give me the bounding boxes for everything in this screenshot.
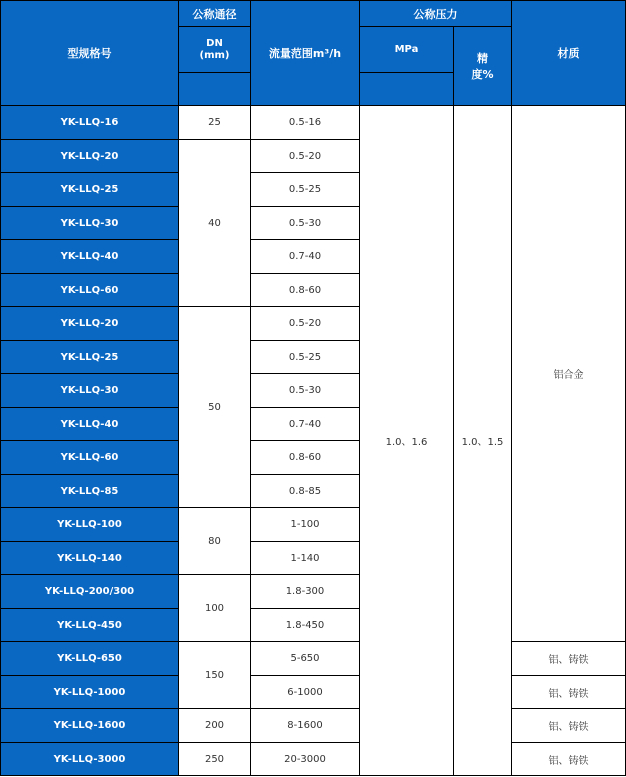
flow-cell: 0.8-85	[251, 475, 360, 508]
model-cell: YK-LLQ-85	[1, 475, 179, 508]
flow-cell: 0.5-25	[251, 173, 360, 207]
flow-cell: 8-1600	[251, 709, 360, 743]
model-cell: YK-LLQ-650	[1, 642, 179, 676]
model-cell: YK-LLQ-30	[1, 207, 179, 240]
model-cell: YK-LLQ-20	[1, 307, 179, 341]
header-mpa: MPa	[360, 27, 454, 73]
model-cell: YK-LLQ-450	[1, 609, 179, 642]
model-cell: YK-LLQ-30	[1, 374, 179, 408]
header-accuracy-line2: 度%	[471, 68, 494, 81]
dn-cell: 40	[179, 140, 251, 307]
model-cell: YK-LLQ-40	[1, 408, 179, 441]
flow-cell: 0.8-60	[251, 274, 360, 307]
model-cell: YK-LLQ-60	[1, 274, 179, 307]
header-mpa-blank	[360, 73, 454, 106]
flow-cell: 1-100	[251, 508, 360, 542]
header-flow-range: 流量范围m³/h	[251, 1, 360, 106]
header-material: 材质	[512, 1, 626, 106]
model-cell: YK-LLQ-1600	[1, 709, 179, 743]
model-cell: YK-LLQ-60	[1, 441, 179, 475]
flow-cell: 5-650	[251, 642, 360, 676]
header-dn	[179, 27, 251, 73]
model-cell: YK-LLQ-40	[1, 240, 179, 274]
flow-cell: 20-3000	[251, 743, 360, 776]
flow-cell: 0.5-20	[251, 307, 360, 341]
pressure-cell: 1.0、1.6	[360, 106, 454, 776]
header-nominal-pressure: 公称压力	[360, 1, 512, 27]
model-cell: YK-LLQ-200/300	[1, 575, 179, 609]
dn-cell: 100	[179, 575, 251, 642]
flow-cell: 0.7-40	[251, 240, 360, 274]
flow-cell: 0.8-60	[251, 441, 360, 475]
header-dn-unit: (mm)	[199, 49, 230, 61]
model-cell: YK-LLQ-140	[1, 542, 179, 575]
model-cell: YK-LLQ-1000	[1, 676, 179, 709]
flow-cell: 0.5-20	[251, 140, 360, 173]
flow-cell: 0.5-30	[251, 374, 360, 408]
header-model: 型规格号	[1, 1, 179, 106]
model-cell: YK-LLQ-3000	[1, 743, 179, 776]
flow-cell: 6-1000	[251, 676, 360, 709]
accuracy-cell: 1.0、1.5	[454, 106, 512, 776]
material-cell: 铝、铸铁	[512, 676, 626, 709]
material-cell: 铝合金	[512, 106, 626, 642]
dn-cell: 80	[179, 508, 251, 575]
header-accuracy	[454, 27, 512, 106]
material-cell: 铝、铸铁	[512, 743, 626, 776]
material-cell: 铝、铸铁	[512, 642, 626, 676]
model-cell: YK-LLQ-16	[1, 106, 179, 140]
material-cell: 铝、铸铁	[512, 709, 626, 743]
model-cell: YK-LLQ-20	[1, 140, 179, 173]
dn-cell: 200	[179, 709, 251, 743]
flow-cell: 0.5-25	[251, 341, 360, 374]
dn-cell: 50	[179, 307, 251, 508]
dn-cell: 250	[179, 743, 251, 776]
flow-cell: 1-140	[251, 542, 360, 575]
dn-cell: 25	[179, 106, 251, 140]
header-nominal-diameter: 公称通径	[179, 1, 251, 27]
model-cell: YK-LLQ-25	[1, 173, 179, 207]
dn-cell: 150	[179, 642, 251, 709]
header-accuracy-line1: 精	[477, 52, 488, 65]
header-dn-label: DN	[206, 37, 223, 49]
flow-cell: 1.8-300	[251, 575, 360, 609]
flow-cell: 0.5-30	[251, 207, 360, 240]
flow-cell: 0.5-16	[251, 106, 360, 140]
flow-cell: 1.8-450	[251, 609, 360, 642]
header-dn-blank	[179, 73, 251, 106]
model-cell: YK-LLQ-25	[1, 341, 179, 374]
flow-cell: 0.7-40	[251, 408, 360, 441]
model-cell: YK-LLQ-100	[1, 508, 179, 542]
